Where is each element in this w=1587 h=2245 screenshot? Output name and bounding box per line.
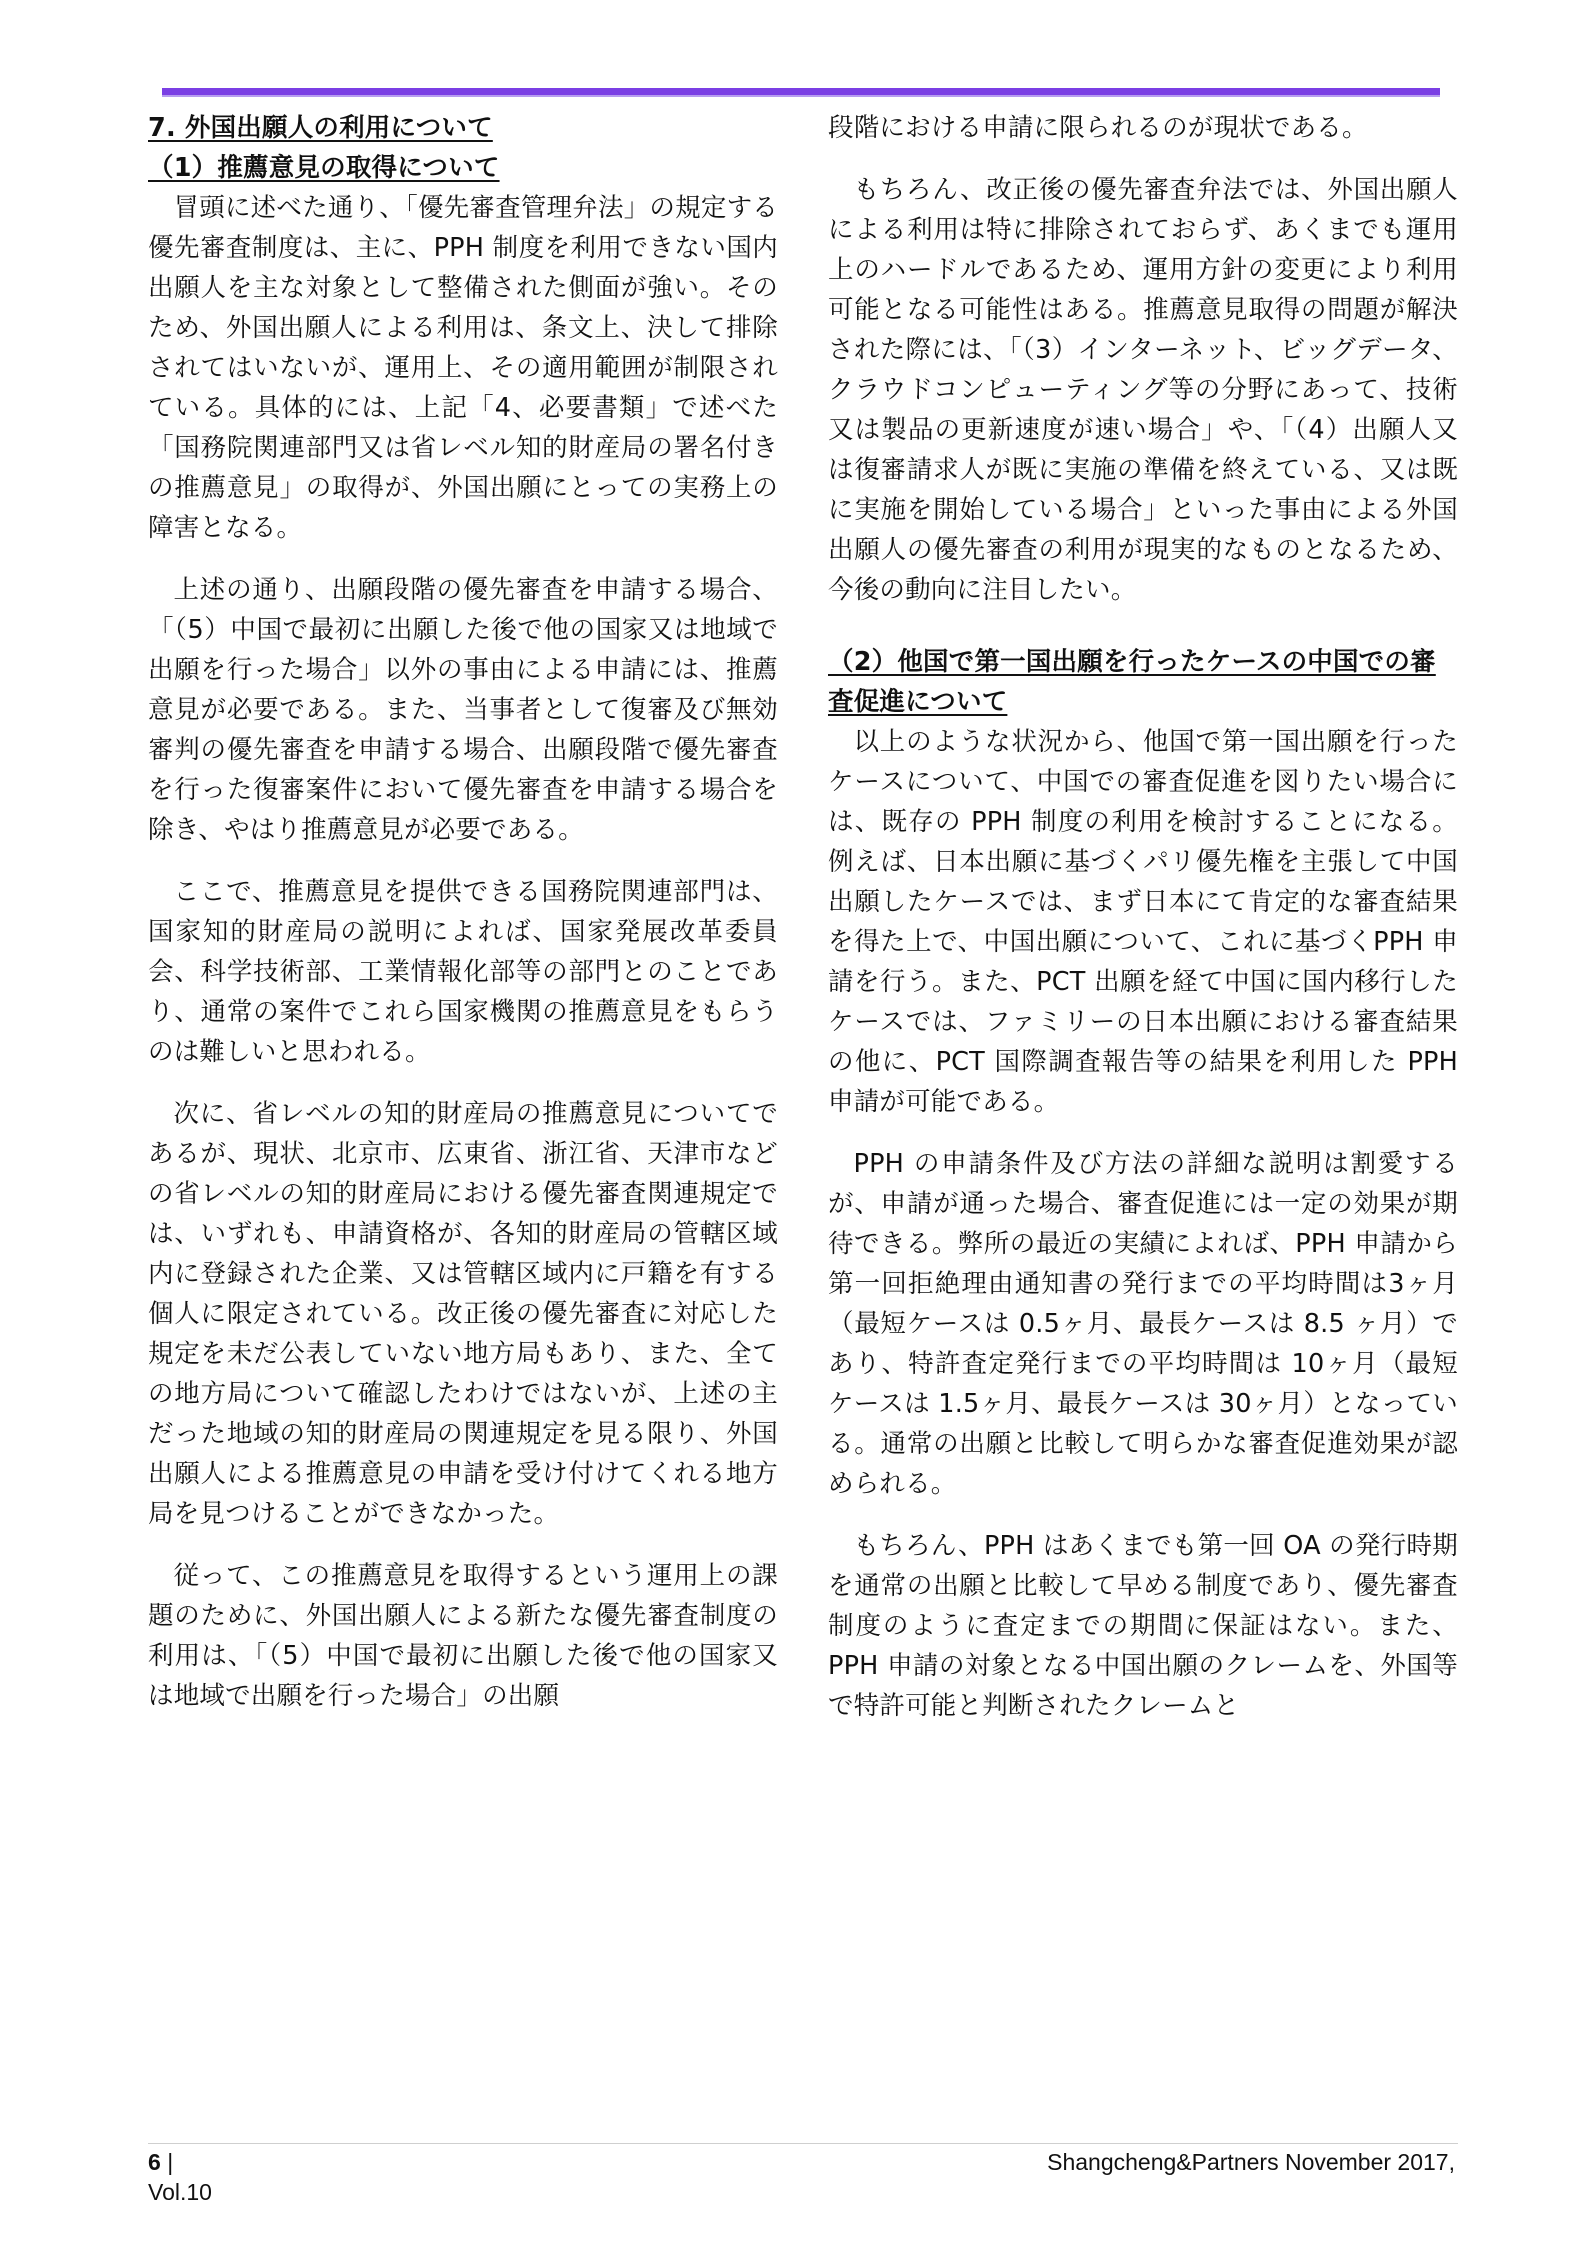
body-paragraph: もちろん、PPH はあくまでも第一回 OA の発行時期を通常の出願と比較して早める制度であり、優先審査制度のように査定までの期間に保証はない。また、PPH 申請の対象となる中国出願のクレームを、外国等で特許可能と判断されたクレームと (828, 1531, 1458, 1721)
footer-left (148, 2147, 212, 2207)
volume-label: Vol.10 (148, 2179, 212, 2205)
body-paragraph: もちろん、改正後の優先審査弁法では、外国出願人による利用は特に排除されておらず、あくまでも運用上のハードルであるため、運用方針の変更により利用可能となる可能性はある。推薦意見取得の問題が解決された際には、「（3）インターネット、ビッグデータ、クラウドコンピューティング等の分野にあって、技術又は製品の更新速度が速い場合」や、「（4）出願人又は復審請求人が既に実施の準備を終えている、又は既に実施を開始している場合」といった事由による外国出願人の優先審査の利用が現実的なものとなるため、今後の動向に注目したい。 (828, 175, 1458, 605)
subsection-heading-2: （2）他国で第一国出願を行ったケースの中国での審査促進について (828, 647, 1436, 717)
body-paragraph: 冒頭に述べた通り、「優先審査管理弁法」の規定する優先審査制度は、主に、PPH 制度を利用できない国内出願人を主な対象として整備された側面が強い。そのため、外国出願人による利用は、条文上、決して排除されてはいないが、運用上、その適用範囲が制限されている。具体的には、上記「4、必要書類」で述べた「国務院関連部門又は省レベル知的財産局の署名付きの推薦意見」の取得が、外国出願にとっての実務上の障害となる。 (148, 193, 778, 543)
body-paragraph: 以上のような状況から、他国で第一国出願を行ったケースについて、中国での審査促進を図りたい場合には、既存の PPH 制度の利用を検討することになる。例えば、日本出願に基づくパリ優先権を主張して中国出願したケースでは、まず日本にて肯定的な審査結果を得た上で、中国出願について、これに基づくPPH 申請を行う。また、PCT 出願を経て中国に国内移行したケースでは、ファミリーの日本出願における審査結果の他に、PCT 国際調査報告等の結果を利用した PPH 申請が可能である。 (828, 727, 1458, 1117)
continued-paragraph: 段階における申請に限られるのが現状である。 (828, 113, 1368, 143)
section-heading: 7. 外国出願人の利用について (148, 113, 493, 143)
header-accent-rule (162, 88, 1440, 95)
left-column (148, 108, 778, 1716)
body-paragraph: 従って、この推薦意見を取得するという運用上の課題のために、外国出願人による新たな優先審査制度の利用は、「（5）中国で最初に出願した後で他の国家又は地域で出願を行った場合」の出願 (148, 1561, 778, 1711)
body-paragraph: 上述の通り、出願段階の優先審査を申請する場合、「（5）中国で最初に出願した後で他の国家又は地域で出願を行った場合」以外の事由による申請には、推薦意見が必要である。また、当事者として復審及び無効審判の優先審査を申請する場合、出願段階で優先審査を行った復審案件において優先審査を申請する場合を除き、やはり推薦意見が必要である。 (148, 575, 778, 845)
body-paragraph: PPH の申請条件及び方法の詳細な説明は割愛するが、申請が通った場合、審査促進には一定の効果が期待できる。弊所の最近の実績によれば、PPH 申請から第一回拒絶理由通知書の発行までの平均時間は3ヶ月（最短ケースは 0.5ヶ月、最長ケースは 8.5 ヶ月）であり、特許査定発行までの平均時間は 10ヶ月（最短ケースは 1.5ヶ月、最長ケースは 30ヶ月）となっている。通常の出願と比較して明らかな審査促進効果が認められる。 (828, 1149, 1458, 1499)
body-paragraph: ここで、推薦意見を提供できる国務院関連部門は、国家知的財産局の説明によれば、国家発展改革委員会、科学技術部、工業情報化部等の部門とのことであり、通常の案件でこれら国家機関の推薦意見をもらうのは難しいと思われる。 (148, 877, 778, 1067)
footer-rule (148, 2143, 1458, 2144)
subsection-heading-1: （1）推薦意見の取得について (148, 153, 500, 183)
footer-separator: | (167, 2149, 174, 2175)
publisher-date: Shangcheng&Partners November 2017, (1047, 2149, 1455, 2175)
right-column (828, 108, 1458, 1726)
body-paragraph: 次に、省レベルの知的財産局の推薦意見についてであるが、現状、北京市、広東省、浙江省、天津市などの省レベルの知的財産局における優先審査関連規定では、いずれも、申請資格が、各知的財産局の管轄区域内に登録された企業、又は管轄区域内に戸籍を有する個人に限定されている。改正後の優先審査に対応した規定を未だ公表していない地方局もあり、また、全ての地方局について確認したわけではないが、上述の主だった地域の知的財産局の関連規定を見る限り、外国出願人による推薦意見の申請を受け付けてくれる地方局を見つけることができなかった。 (148, 1099, 778, 1529)
page-number: 6 (148, 2149, 161, 2175)
